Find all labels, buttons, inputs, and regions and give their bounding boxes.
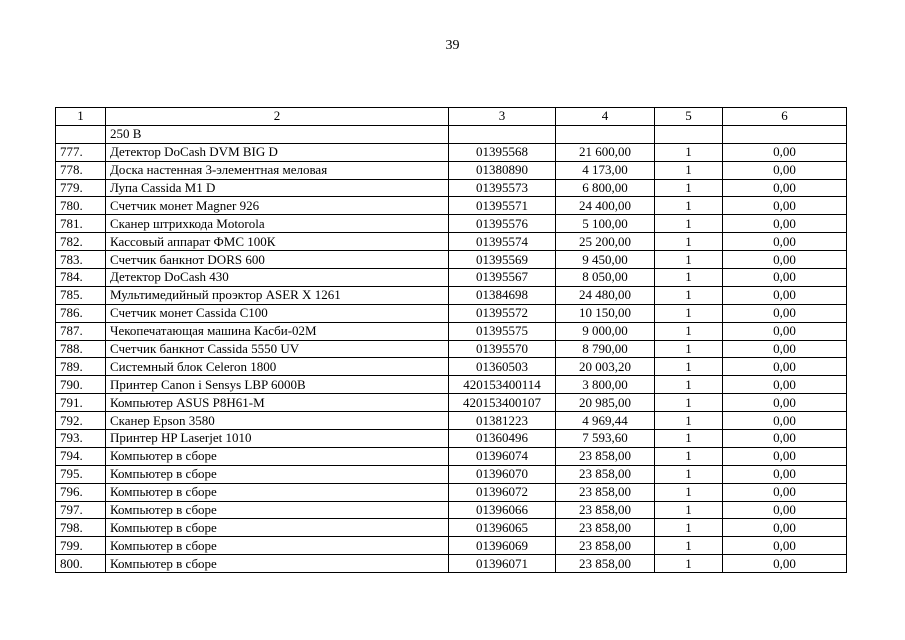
table-cell-col-5: 1 xyxy=(655,143,723,161)
table-cell-col-4: 20 985,00 xyxy=(556,394,655,412)
table-cell-col-6: 0,00 xyxy=(723,394,847,412)
table-cell-col-6: 0,00 xyxy=(723,304,847,322)
table-cell-col-6: 0,00 xyxy=(723,447,847,465)
table-cell-col-6: 0,00 xyxy=(723,537,847,555)
table-cell-col-3: 01395572 xyxy=(449,304,556,322)
table-cell-col-2: Сканер штрихкода Motorola xyxy=(106,215,449,233)
table-cell-col-6: 6 xyxy=(723,108,847,126)
table-row xyxy=(56,447,847,465)
table-cell-col-2: Детектор DoCash 430 xyxy=(106,269,449,287)
table-cell-col-5: 1 xyxy=(655,233,723,251)
table-cell-col-2: Счетчик банкнот DORS 600 xyxy=(106,251,449,269)
table-cell-col-1: 791. xyxy=(56,394,106,412)
table-row xyxy=(56,143,847,161)
table-cell-col-5: 1 xyxy=(655,322,723,340)
table-cell-col-6: 0,00 xyxy=(723,501,847,519)
table-row xyxy=(56,412,847,430)
table-cell-col-1: 787. xyxy=(56,322,106,340)
table-cell-col-3: 01396072 xyxy=(449,483,556,501)
table-row xyxy=(56,465,847,483)
table-cell-col-4: 24 480,00 xyxy=(556,286,655,304)
table-row xyxy=(56,555,847,573)
table-cell-col-4: 8 790,00 xyxy=(556,340,655,358)
table-cell-col-1: 798. xyxy=(56,519,106,537)
table-cell-col-1: 779. xyxy=(56,179,106,197)
table-cell-col-1: 790. xyxy=(56,376,106,394)
table-cell-col-4: 23 858,00 xyxy=(556,501,655,519)
table-cell-col-3: 01396065 xyxy=(449,519,556,537)
table-cell-col-2: Сканер Epson 3580 xyxy=(106,412,449,430)
table-cell-col-2: Мультимедийный проэктор ASER X 1261 xyxy=(106,286,449,304)
table-cell-col-5: 1 xyxy=(655,394,723,412)
table-cell-col-4: 23 858,00 xyxy=(556,555,655,573)
table-cell-col-1: 785. xyxy=(56,286,106,304)
table-cell-col-5: 1 xyxy=(655,161,723,179)
table-cell-col-1: 784. xyxy=(56,269,106,287)
table-row xyxy=(56,233,847,251)
table-cell-col-5: 1 xyxy=(655,358,723,376)
table-cell-col-1 xyxy=(56,125,106,143)
table-cell-col-4: 6 800,00 xyxy=(556,179,655,197)
table-cell-col-1: 788. xyxy=(56,340,106,358)
table-cell-col-1: 786. xyxy=(56,304,106,322)
table-cell-col-2: Доска настенная 3-элементная меловая xyxy=(106,161,449,179)
table-cell-col-3: 01395567 xyxy=(449,269,556,287)
table-cell-col-2: Детектор DoCash DVM BIG D xyxy=(106,143,449,161)
table-cell-col-2: 2 xyxy=(106,108,449,126)
table-cell-col-2: Компьютер в сборе xyxy=(106,519,449,537)
table-row xyxy=(56,322,847,340)
table-cell-col-5 xyxy=(655,125,723,143)
table-cell-col-2: Принтер HP Laserjet 1010 xyxy=(106,430,449,448)
table-cell-col-1: 789. xyxy=(56,358,106,376)
table-cell-col-6 xyxy=(723,125,847,143)
table-cell-col-5: 1 xyxy=(655,269,723,287)
table-cell-col-3: 01395573 xyxy=(449,179,556,197)
table-cell-col-4: 21 600,00 xyxy=(556,143,655,161)
table-cell-col-3: 01396070 xyxy=(449,465,556,483)
table-cell-col-1: 780. xyxy=(56,197,106,215)
table-cell-col-6: 0,00 xyxy=(723,215,847,233)
table-cell-col-3: 01395571 xyxy=(449,197,556,215)
inventory-table xyxy=(55,107,847,573)
table-cell-col-5: 1 xyxy=(655,430,723,448)
table-cell-col-6: 0,00 xyxy=(723,161,847,179)
table-cell-col-4: 4 xyxy=(556,108,655,126)
table-cell-col-2: 250 В xyxy=(106,125,449,143)
table-cell-col-2: Кассовый аппарат ФМС 100К xyxy=(106,233,449,251)
table-cell-col-1: 1 xyxy=(56,108,106,126)
table-cell-col-4: 25 200,00 xyxy=(556,233,655,251)
table-row xyxy=(56,215,847,233)
table-cell-col-2: Компьютер в сборе xyxy=(106,465,449,483)
table-cell-col-1: 782. xyxy=(56,233,106,251)
table-cell-col-5: 1 xyxy=(655,197,723,215)
table-cell-col-6: 0,00 xyxy=(723,465,847,483)
table-row xyxy=(56,161,847,179)
table-cell-col-3: 01360503 xyxy=(449,358,556,376)
table-cell-col-3: 01396066 xyxy=(449,501,556,519)
table-cell-col-3: 01395569 xyxy=(449,251,556,269)
table-cell-col-3: 01395576 xyxy=(449,215,556,233)
table-cell-col-4: 9 000,00 xyxy=(556,322,655,340)
table-cell-col-1: 797. xyxy=(56,501,106,519)
table-cell-col-1: 796. xyxy=(56,483,106,501)
table-cell-col-1: 783. xyxy=(56,251,106,269)
table-row xyxy=(56,430,847,448)
table-cell-col-2: Компьютер в сборе xyxy=(106,555,449,573)
table-cell-col-6: 0,00 xyxy=(723,286,847,304)
table-cell-col-4: 24 400,00 xyxy=(556,197,655,215)
table-cell-col-2: Компьютер ASUS P8H61-M xyxy=(106,394,449,412)
table-cell-col-5: 1 xyxy=(655,537,723,555)
table-row xyxy=(56,537,847,555)
table-cell-col-5: 1 xyxy=(655,251,723,269)
table-cell-col-2: Компьютер в сборе xyxy=(106,483,449,501)
table-row-continuation xyxy=(56,125,847,143)
table-cell-col-2: Компьютер в сборе xyxy=(106,447,449,465)
table-cell-col-4: 10 150,00 xyxy=(556,304,655,322)
table-cell-col-4: 20 003,20 xyxy=(556,358,655,376)
table-cell-col-4: 23 858,00 xyxy=(556,447,655,465)
table-cell-col-2: Счетчик монет Magner 926 xyxy=(106,197,449,215)
table-cell-col-5: 1 xyxy=(655,179,723,197)
table-cell-col-3: 01384698 xyxy=(449,286,556,304)
table-cell-col-3: 01395570 xyxy=(449,340,556,358)
table-row xyxy=(56,519,847,537)
table-cell-col-1: 799. xyxy=(56,537,106,555)
table-cell-col-4: 3 800,00 xyxy=(556,376,655,394)
table-cell-col-6: 0,00 xyxy=(723,430,847,448)
table-cell-col-2: Компьютер в сборе xyxy=(106,501,449,519)
table-cell-col-6: 0,00 xyxy=(723,179,847,197)
table-cell-col-3: 01395568 xyxy=(449,143,556,161)
table-cell-col-4: 23 858,00 xyxy=(556,537,655,555)
table-cell-col-5: 1 xyxy=(655,447,723,465)
table-cell-col-2: Чекопечатающая машина Касби-02М xyxy=(106,322,449,340)
table-row xyxy=(56,376,847,394)
table-cell-col-4: 5 100,00 xyxy=(556,215,655,233)
table-row xyxy=(56,501,847,519)
table-cell-col-6: 0,00 xyxy=(723,358,847,376)
table-cell-col-6: 0,00 xyxy=(723,269,847,287)
table-cell-col-3: 3 xyxy=(449,108,556,126)
table-cell-col-4: 7 593,60 xyxy=(556,430,655,448)
table-cell-col-2: Компьютер в сборе xyxy=(106,537,449,555)
table-cell-col-5: 1 xyxy=(655,215,723,233)
table-cell-col-1: 781. xyxy=(56,215,106,233)
table-row xyxy=(56,358,847,376)
table-cell-col-3 xyxy=(449,125,556,143)
table-cell-col-6: 0,00 xyxy=(723,197,847,215)
table-cell-col-4: 23 858,00 xyxy=(556,465,655,483)
table-cell-col-2: Счетчик монет Cassida C100 xyxy=(106,304,449,322)
table-cell-col-2: Счетчик банкнот Cassida 5550 UV xyxy=(106,340,449,358)
table-cell-col-1: 795. xyxy=(56,465,106,483)
table-cell-col-1: 792. xyxy=(56,412,106,430)
table-cell-col-1: 778. xyxy=(56,161,106,179)
table-row xyxy=(56,179,847,197)
table-cell-col-5: 1 xyxy=(655,376,723,394)
table-cell-col-6: 0,00 xyxy=(723,483,847,501)
table-cell-col-1: 794. xyxy=(56,447,106,465)
table-cell-col-5: 1 xyxy=(655,555,723,573)
table-cell-col-5: 1 xyxy=(655,519,723,537)
table-cell-col-4: 4 173,00 xyxy=(556,161,655,179)
table-cell-col-6: 0,00 xyxy=(723,322,847,340)
table-cell-col-3: 01381223 xyxy=(449,412,556,430)
table-cell-col-4: 9 450,00 xyxy=(556,251,655,269)
table-cell-col-5: 5 xyxy=(655,108,723,126)
table-cell-col-5: 1 xyxy=(655,412,723,430)
table-cell-col-1: 800. xyxy=(56,555,106,573)
table-cell-col-1: 793. xyxy=(56,430,106,448)
table-row xyxy=(56,340,847,358)
table-row xyxy=(56,251,847,269)
table-cell-col-6: 0,00 xyxy=(723,233,847,251)
table-header-row xyxy=(56,108,847,126)
table-cell-col-5: 1 xyxy=(655,465,723,483)
table-row xyxy=(56,304,847,322)
table-cell-col-2: Системный блок Celeron 1800 xyxy=(106,358,449,376)
table-cell-col-1: 777. xyxy=(56,143,106,161)
table-body xyxy=(56,108,847,573)
table-row xyxy=(56,197,847,215)
table-cell-col-2: Лупа Cassida M1 D xyxy=(106,179,449,197)
table-cell-col-4: 23 858,00 xyxy=(556,483,655,501)
table-cell-col-3: 420153400114 xyxy=(449,376,556,394)
table-cell-col-5: 1 xyxy=(655,286,723,304)
table-row xyxy=(56,394,847,412)
table-cell-col-6: 0,00 xyxy=(723,340,847,358)
table-row xyxy=(56,483,847,501)
table-cell-col-4: 8 050,00 xyxy=(556,269,655,287)
table-cell-col-3: 01395574 xyxy=(449,233,556,251)
table-cell-col-3: 01395575 xyxy=(449,322,556,340)
table-cell-col-4: 23 858,00 xyxy=(556,519,655,537)
table-cell-col-3: 01396069 xyxy=(449,537,556,555)
table-cell-col-3: 01360496 xyxy=(449,430,556,448)
table-cell-col-3: 01380890 xyxy=(449,161,556,179)
table-cell-col-3: 01396074 xyxy=(449,447,556,465)
table-cell-col-5: 1 xyxy=(655,304,723,322)
table-row xyxy=(56,286,847,304)
table-cell-col-6: 0,00 xyxy=(723,143,847,161)
table-cell-col-6: 0,00 xyxy=(723,555,847,573)
table-cell-col-6: 0,00 xyxy=(723,251,847,269)
page-number: 39 xyxy=(445,38,460,53)
table-cell-col-2: Принтер Canon i Sensys LBP 6000B xyxy=(106,376,449,394)
table-cell-col-6: 0,00 xyxy=(723,412,847,430)
table-cell-col-6: 0,00 xyxy=(723,519,847,537)
table-cell-col-5: 1 xyxy=(655,501,723,519)
table-cell-col-5: 1 xyxy=(655,483,723,501)
table-row xyxy=(56,269,847,287)
table-cell-col-4 xyxy=(556,125,655,143)
table-cell-col-5: 1 xyxy=(655,340,723,358)
table-cell-col-3: 420153400107 xyxy=(449,394,556,412)
table-cell-col-6: 0,00 xyxy=(723,376,847,394)
table-cell-col-3: 01396071 xyxy=(449,555,556,573)
table-cell-col-4: 4 969,44 xyxy=(556,412,655,430)
